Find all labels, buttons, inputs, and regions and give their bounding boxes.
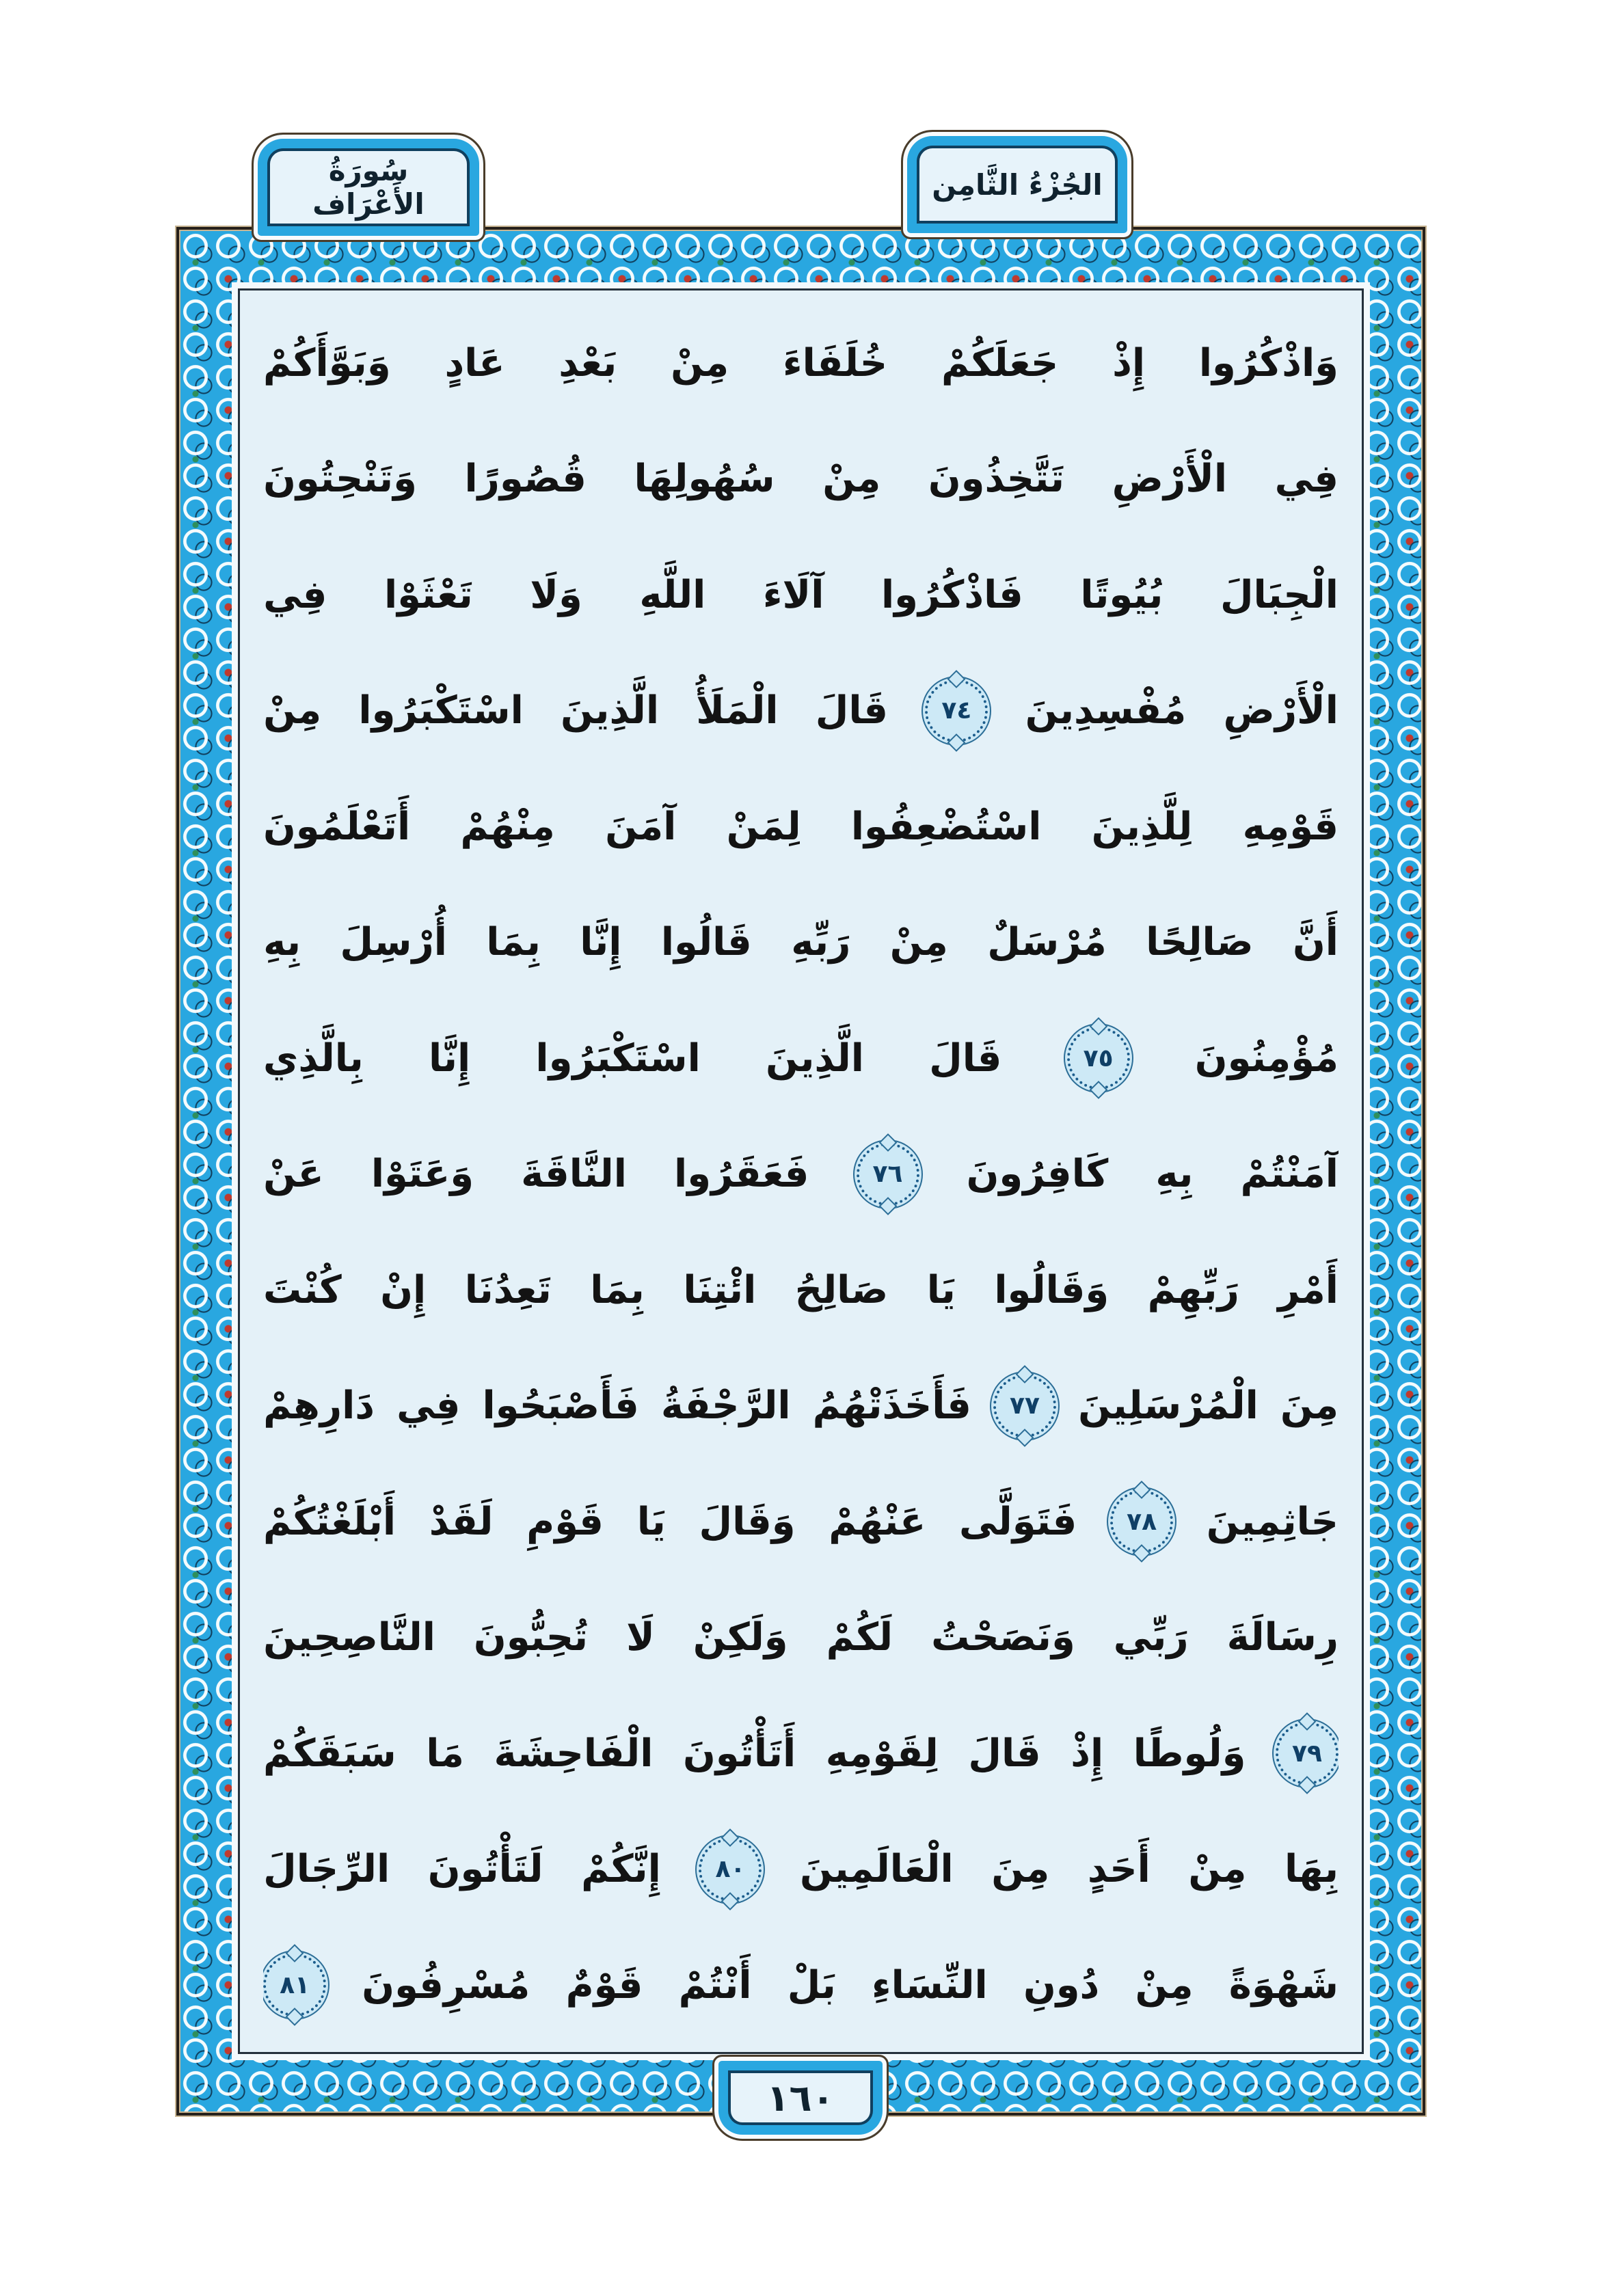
quran-word: مُفْسِدِينَ: [1025, 688, 1187, 733]
quran-word: عَادٍ: [444, 340, 505, 386]
quran-word: النِّسَاءِ: [872, 1962, 988, 2008]
quran-word: مَا: [426, 1731, 464, 1776]
quran-line: [263, 772, 1338, 881]
quran-word: صَالِحُ: [794, 1267, 889, 1312]
quran-word: رَبِّهِمْ: [1147, 1267, 1239, 1312]
quran-word: لَقَدْ: [429, 1499, 494, 1544]
quran-word: يَا: [636, 1499, 666, 1544]
quran-word: وَعَتَوْا: [371, 1152, 474, 1196]
quran-word: أَبْلَغْتُكُمْ: [263, 1499, 396, 1544]
quran-word: صَالِحًا: [1146, 920, 1254, 964]
quran-word: مِنَ: [1280, 1383, 1338, 1428]
quran-word: فَتَوَلَّى: [959, 1499, 1077, 1544]
quran-word: النَّاصِحِينَ: [263, 1615, 435, 1660]
quran-word: لَا: [626, 1615, 655, 1660]
quran-word: جَعَلَكُمْ: [941, 340, 1059, 386]
quran-word: وَاذْكُرُوا: [1198, 340, 1338, 386]
quran-word: عَنْ: [263, 1152, 324, 1196]
quran-word: الْجِبَالَ: [1220, 572, 1338, 617]
ayah-end-marker-icon: ٨١: [263, 1954, 326, 2016]
quran-word: وَبَوَّأَكُمْ: [263, 340, 391, 386]
quran-word: الرَّجْفَةُ: [660, 1383, 791, 1428]
quran-line: [263, 1467, 1338, 1576]
quran-word: مِنْ: [671, 340, 729, 386]
quran-word: رِسَالَةَ: [1226, 1615, 1338, 1660]
quran-word: إِذْ: [1071, 1731, 1104, 1776]
quran-word: الْفَاحِشَةَ: [494, 1731, 654, 1776]
quran-word: أُرْسِلَ: [340, 920, 447, 964]
quran-word: مِنْ: [1135, 1962, 1194, 2008]
decorative-border-frame: [176, 227, 1425, 2116]
quran-word: قَالَ: [968, 1731, 1041, 1776]
quran-word: تَعِدُنَا: [464, 1267, 552, 1312]
quran-word: الْأَرْضِ: [1112, 457, 1228, 501]
quran-word: لِمَنْ: [726, 804, 801, 849]
quran-word: دُونِ: [1023, 1962, 1100, 2008]
quran-word: فِي: [396, 1383, 461, 1428]
quran-word: أَنَّ: [1293, 920, 1338, 964]
quran-text-sheet: [238, 288, 1364, 2054]
ayah-end-marker-icon: ٧٨: [1110, 1490, 1173, 1553]
quran-word: بِهَا: [1284, 1847, 1338, 1891]
quran-word: سَبَقَكُمْ: [263, 1731, 396, 1776]
quran-word: تَعْثَوْا: [384, 572, 473, 617]
quran-line: [263, 1699, 1338, 1808]
quran-word: عَنْهُمْ: [829, 1499, 926, 1544]
quran-word: شَهْوَةً: [1228, 1962, 1338, 2008]
quran-word: إِنَّكُمْ: [581, 1847, 661, 1891]
quran-word: الَّذِينَ: [765, 1036, 864, 1081]
quran-line: [263, 656, 1338, 766]
quran-word: كَافِرُونَ: [966, 1152, 1109, 1196]
quran-word: تُحِبُّونَ: [473, 1615, 589, 1660]
quran-word: مِنَ: [991, 1847, 1050, 1891]
quran-word: مِنْهُمْ: [460, 804, 555, 849]
quran-word: رَبِّهِ: [791, 920, 851, 964]
quran-word: سُهُولِهَا: [634, 457, 775, 501]
quran-word: ائْتِنَا: [683, 1267, 757, 1312]
ayah-end-marker-icon: ٧٧: [993, 1375, 1056, 1437]
quran-line: [263, 888, 1338, 997]
quran-line: [263, 1351, 1338, 1461]
quran-word: دَارِهِمْ: [263, 1383, 375, 1428]
quran-word: بَلْ: [787, 1962, 836, 2008]
quran-word: مِنْ: [889, 920, 948, 964]
quran-word: أَحَدٍ: [1087, 1847, 1151, 1891]
surah-title: سُورَةُ الأَعْرَاف: [312, 154, 425, 221]
quran-line: [263, 1930, 1338, 2040]
quran-word: اسْتُضْعِفُوا: [850, 804, 1042, 849]
quran-word: يَا: [926, 1267, 956, 1312]
juz-title-cartouche: [901, 130, 1133, 239]
ayah-end-marker-icon: ٧٥: [1067, 1027, 1130, 1090]
juz-title: الجُزْءُ الثَّامِن: [932, 167, 1103, 202]
quran-word: بُيُوتًا: [1080, 572, 1163, 617]
quran-word: أَتَأْتُونَ: [682, 1731, 796, 1776]
quran-word: فِي: [1274, 457, 1338, 501]
quran-word: فَأَخَذَتْهُمُ: [812, 1383, 971, 1428]
quran-word: إِنْ: [380, 1267, 427, 1312]
quran-line: [263, 1235, 1338, 1345]
quran-line: [263, 308, 1338, 418]
quran-word: قَوْمٌ: [565, 1962, 643, 2008]
quran-word: وَلُوطًا: [1133, 1731, 1246, 1776]
quran-word: وَنَصَحْتُ: [931, 1615, 1075, 1660]
quran-word: خُلَفَاءَ: [782, 340, 888, 386]
quran-line: [263, 1120, 1338, 1229]
quran-word: مُؤْمِنُونَ: [1194, 1036, 1338, 1081]
quran-word: لِقَوْمِهِ: [825, 1731, 939, 1776]
quran-word: أَنْتُمْ: [678, 1962, 752, 2008]
quran-word: بِمَا: [590, 1267, 645, 1312]
quran-word: بَعْدِ: [559, 340, 617, 386]
quran-word: أَتَعْلَمُونَ: [263, 804, 411, 849]
quran-line: [263, 1003, 1338, 1113]
quran-line: [263, 1583, 1338, 1692]
quran-word: إِنَّا: [428, 1036, 471, 1081]
quran-word: وَتَنْحِتُونَ: [263, 457, 417, 501]
quran-word: إِنَّا: [580, 920, 622, 964]
quran-word: فِي: [263, 572, 327, 617]
quran-word: فَاذْكُرُوا: [880, 572, 1023, 617]
quran-line: [263, 424, 1338, 534]
quran-word: مُسْرِفُونَ: [362, 1962, 530, 2008]
quran-word: قَالَ: [815, 688, 889, 733]
quran-word: بِهِ: [1155, 1152, 1194, 1196]
ayah-end-marker-icon: ٨٠: [699, 1838, 762, 1901]
quran-word: الَّذِينَ: [561, 688, 660, 733]
quran-word: الْأَرْضِ: [1223, 688, 1338, 733]
quran-word: كُنْتَ: [263, 1267, 342, 1312]
quran-line: [263, 540, 1338, 649]
quran-word: لَتَأْتُونَ: [427, 1847, 543, 1891]
quran-word: قَالُوا: [660, 920, 752, 964]
quran-word: أَمْرِ: [1278, 1267, 1338, 1312]
quran-word: مِنْ: [263, 688, 322, 733]
quran-word: بِهِ: [263, 920, 301, 964]
quran-word: إِذْ: [1112, 340, 1146, 386]
quran-word: اللَّهِ: [639, 572, 706, 617]
quran-word: وَقَالَ: [699, 1499, 796, 1544]
quran-word: قَالَ: [929, 1036, 1002, 1081]
surah-title-cartouche: [252, 133, 485, 242]
quran-word: تَتَّخِذُونَ: [928, 457, 1065, 501]
quran-word: النَّاقَةَ: [521, 1152, 627, 1196]
quran-word: لَكُمْ: [826, 1615, 893, 1660]
quran-word: بِالَّذِي: [263, 1036, 364, 1081]
quran-word: مِنْ: [822, 457, 881, 501]
page-number-cartouche: [712, 2055, 889, 2141]
quran-word: آلَاءَ: [762, 572, 824, 617]
quran-word: رَبِّي: [1113, 1615, 1189, 1660]
quran-word: قَوْمِ: [526, 1499, 604, 1544]
quran-word: وَلَا: [530, 572, 582, 617]
quran-word: الْعَالَمِينَ: [799, 1847, 954, 1891]
page-number: ١٦٠: [766, 2076, 835, 2120]
quran-word: الْمَلَأُ: [696, 688, 779, 733]
quran-word: فَعَقَرُوا: [674, 1152, 809, 1196]
quran-word: فَأَصْبَحُوا: [482, 1383, 639, 1428]
quran-word: وَلَكِنْ: [692, 1615, 788, 1660]
quran-word: آمَنَ: [605, 804, 677, 849]
ayah-end-marker-icon: ٧٦: [857, 1143, 919, 1206]
quran-word: قُصُورًا: [464, 457, 587, 501]
quran-word: الْمُرْسَلِينَ: [1078, 1383, 1259, 1428]
quran-word: بِمَا: [486, 920, 541, 964]
quran-word: آمَنْتُمْ: [1240, 1152, 1338, 1196]
quran-word: اسْتَكْبَرُوا: [358, 688, 524, 733]
ayah-end-marker-icon: ٧٩: [1276, 1722, 1338, 1785]
quran-word: لِلَّذِينَ: [1091, 804, 1193, 849]
quran-line: [263, 1815, 1338, 1924]
quran-word: اسْتَكْبَرُوا: [535, 1036, 701, 1081]
quran-word: مُرْسَلٌ: [987, 920, 1107, 964]
quran-word: الرِّجَالَ: [263, 1847, 390, 1891]
quran-word: وَقَالُوا: [994, 1267, 1109, 1312]
quran-word: مِنْ: [1188, 1847, 1247, 1891]
quran-word: جَاثِمِينَ: [1206, 1499, 1338, 1544]
ayah-end-marker-icon: ٧٤: [925, 679, 988, 742]
quran-word: قَوْمِهِ: [1242, 804, 1338, 849]
quran-lines: [240, 291, 1362, 2052]
